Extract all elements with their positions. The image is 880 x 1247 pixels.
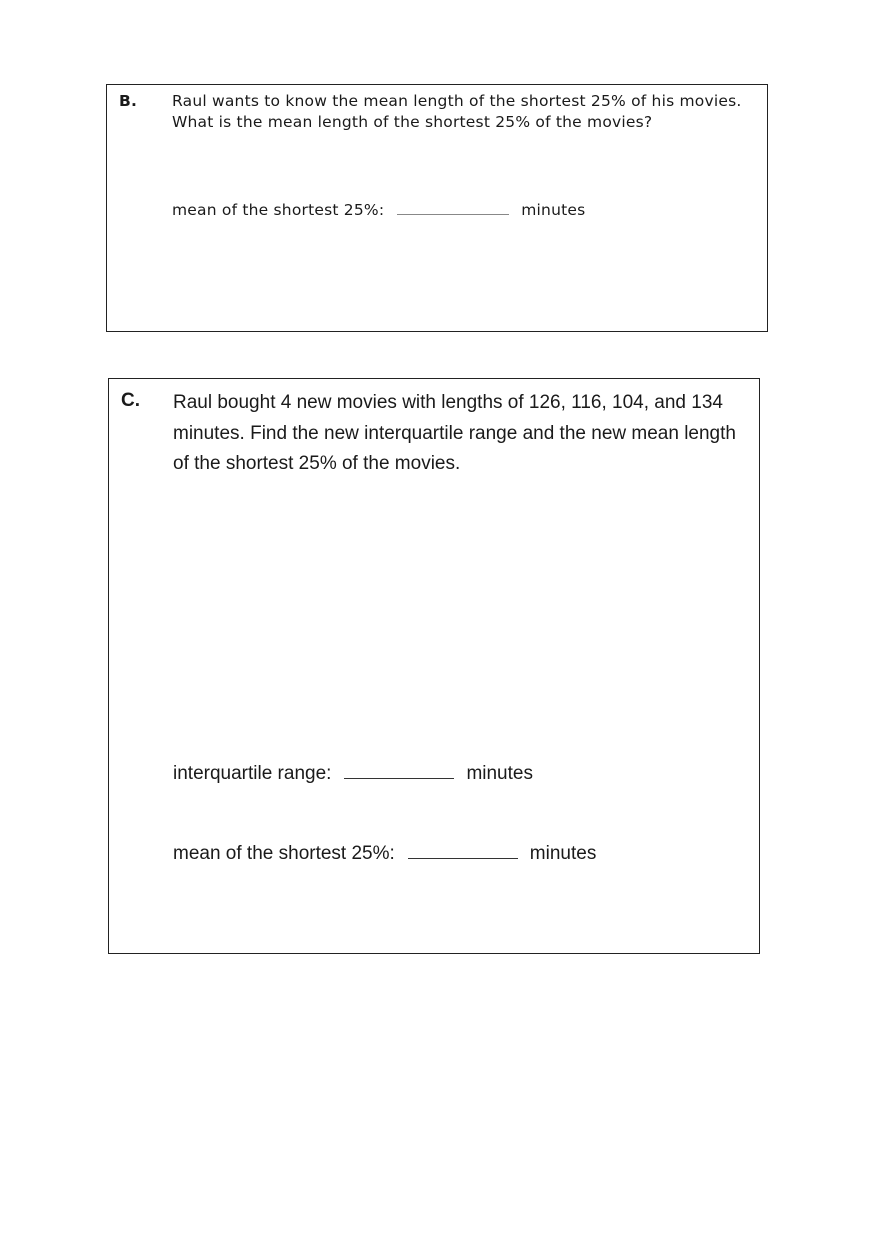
question-c-box [108, 378, 760, 954]
answer-prompt: mean of the shortest 25%: [172, 201, 385, 219]
answer-blank[interactable] [408, 858, 518, 859]
answer-prompt: mean of the shortest 25%: [173, 843, 395, 864]
answer-unit: minutes [466, 763, 533, 784]
question-b-text: Raul wants to know the mean length of the shortest 25% of his movies. What is the mean length of the shortest 25% of the movies? [172, 92, 742, 131]
question-b-label: B. [119, 92, 138, 110]
question-c-text: Raul bought 4 new movies with lengths of 126, 116, 104, and 134 minutes. Find the new interquartile range and the new mean length of the shortest 25% of the movies. [173, 392, 736, 474]
answer-unit: minutes [529, 843, 597, 864]
answer-blank[interactable] [344, 778, 454, 779]
question-c-label: C. [121, 390, 140, 411]
answer-prompt: interquartile range: [173, 763, 332, 784]
question-b-answer-line [172, 201, 585, 219]
question-c-iqr-answer-line [173, 763, 533, 785]
answer-unit: minutes [521, 201, 586, 219]
answer-blank[interactable] [397, 214, 509, 215]
question-c-mean-answer-line [173, 843, 596, 865]
question-b-box [106, 84, 768, 332]
